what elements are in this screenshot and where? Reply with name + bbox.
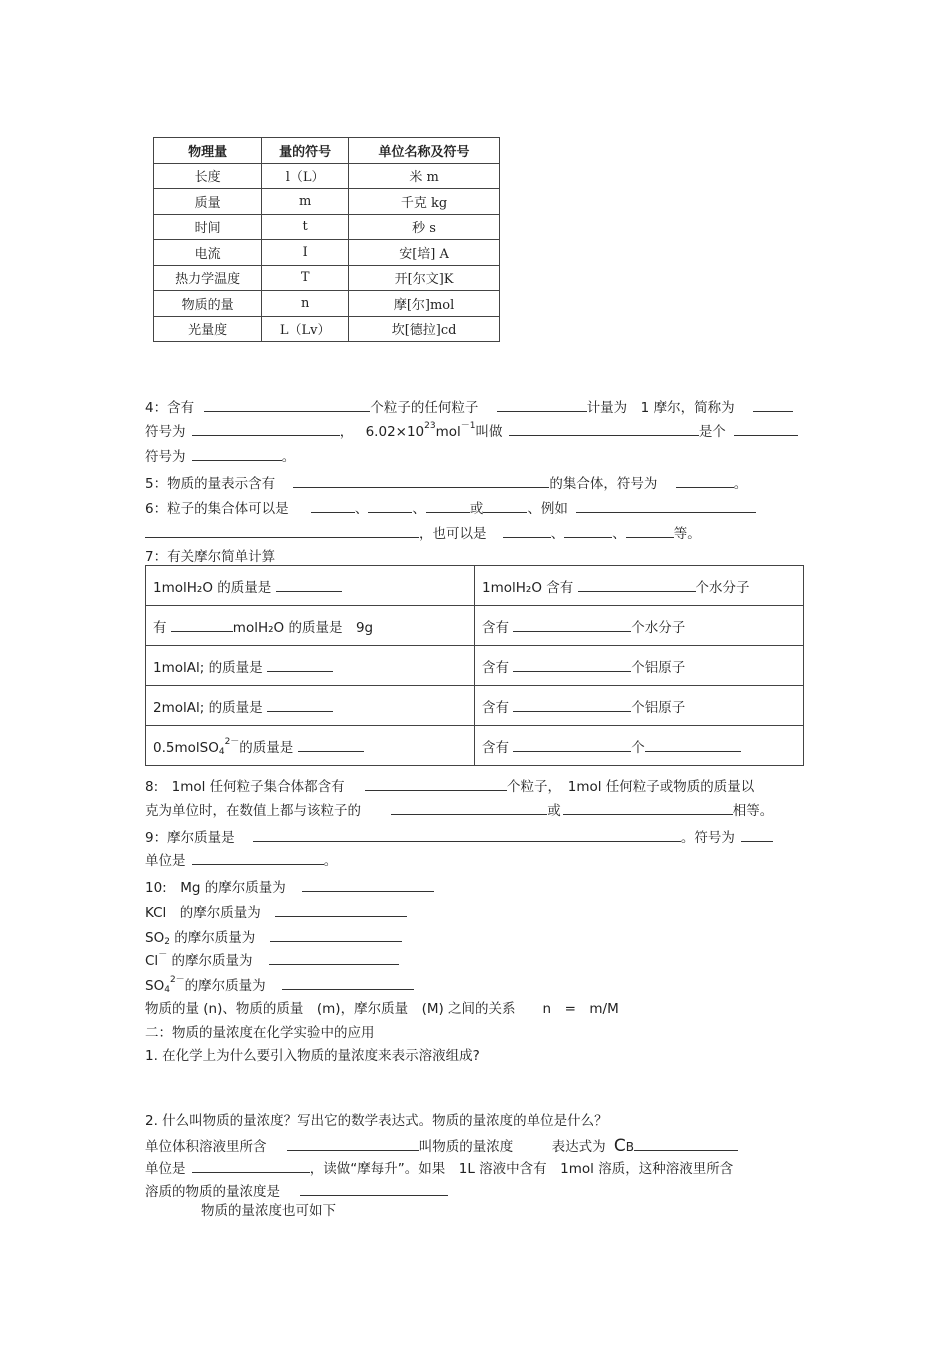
section2-title: 二：物质的量浓度在化学实验中的应用 xyxy=(145,1025,375,1041)
q6-sep-3: 、 xyxy=(550,526,565,542)
q5-end: 。 xyxy=(733,476,748,492)
units-cell: 千克 kg xyxy=(349,189,500,215)
q4-blank-4[interactable] xyxy=(192,421,340,436)
q10-so4 xyxy=(145,975,414,995)
q9-line1 xyxy=(145,827,773,847)
q10-cl-text: 的摩尔质量为 xyxy=(171,953,253,969)
q10-kcl-blank[interactable] xyxy=(275,902,407,917)
q10-so2-text: 的摩尔质量为 xyxy=(174,930,256,946)
section2-line2 xyxy=(145,1158,733,1178)
q4-end: 。 xyxy=(281,449,296,465)
q10-cl xyxy=(145,950,399,970)
q4-blank-7[interactable] xyxy=(192,446,282,461)
units-header-cell: 量的符号 xyxy=(262,138,349,164)
q8-blank-1[interactable] xyxy=(365,776,507,791)
avogadro-unit-exp: －1 xyxy=(460,421,476,431)
q5-text-a: 5：物质的量表示含有 xyxy=(145,476,276,492)
q4-text-f: 叫做 xyxy=(475,424,503,440)
q8-line1 xyxy=(145,776,754,796)
q6-sep-2: 、 xyxy=(412,501,426,517)
units-row xyxy=(154,316,500,342)
units-cell: 摩[尔]mol xyxy=(349,291,500,317)
avogadro-unit: mol xyxy=(435,424,461,440)
units-row xyxy=(154,189,500,215)
units-cell: T xyxy=(262,265,349,291)
calc-text: 0.5molSO xyxy=(153,739,219,756)
calc-blank[interactable] xyxy=(276,577,342,592)
q6-or: 或 xyxy=(469,501,484,517)
units-cell: 坎[德拉]cd xyxy=(349,316,500,342)
q9-line2 xyxy=(145,850,337,870)
units-row xyxy=(154,240,500,266)
calc-text: 含有 xyxy=(482,699,509,716)
q9-blank-3[interactable] xyxy=(192,850,324,865)
q6-line2 xyxy=(145,523,701,543)
q6-example: 、例如 xyxy=(527,501,568,517)
q4-text-b: 个粒子的任何粒子 xyxy=(370,400,479,416)
cb-base: C xyxy=(613,1136,626,1156)
units-cell: m xyxy=(262,189,349,215)
units-table xyxy=(153,137,500,342)
calc-cell xyxy=(146,686,475,726)
s2-text-l2a: 单位是 xyxy=(145,1161,186,1177)
calc-text: 个铝原子 xyxy=(631,699,686,716)
units-cell: 安[培] A xyxy=(349,240,500,266)
q9-end: 。 xyxy=(323,853,338,869)
units-header-cell: 单位名称及符号 xyxy=(349,138,500,164)
q4-blank-3[interactable] xyxy=(753,397,793,412)
q9-text-a: 9：摩尔质量是 xyxy=(145,830,235,846)
units-cell: 物质的量 xyxy=(154,291,262,317)
q8-text-c: 克为单位时，在数值上都与该粒子的 xyxy=(145,803,361,819)
calc-text: 1molH₂O 的质量是 xyxy=(153,579,272,596)
units-row xyxy=(154,265,500,291)
cl-superscript: － xyxy=(158,950,168,960)
q4-text-a: 4：含有 xyxy=(145,400,195,416)
q5-text-b: 的集合体，符号为 xyxy=(549,476,658,492)
calc-text: 含有 xyxy=(482,739,509,756)
q4-blank-2[interactable] xyxy=(497,397,587,412)
q6-text-b: ，也可以是 xyxy=(419,526,487,542)
calc-blank[interactable] xyxy=(513,617,631,632)
q5-line xyxy=(145,473,747,493)
q10-mg-blank[interactable] xyxy=(302,877,434,892)
q8-blank-2[interactable] xyxy=(391,800,547,815)
section2-q1: 1. 在化学上为什么要引入物质的量浓度来表示溶液组成? xyxy=(145,1048,480,1064)
avogadro-constant xyxy=(365,421,476,440)
s2-text-l1b: 叫物质的量浓度 xyxy=(418,1139,514,1155)
calc-row xyxy=(146,686,804,726)
calc-text: 个 xyxy=(631,739,645,756)
calc-row xyxy=(146,566,804,606)
units-table-body xyxy=(154,138,500,342)
q6-line1 xyxy=(145,498,756,518)
q8-text-b: 个粒子， 1mol 任何粒子或物质的质量以 xyxy=(506,779,755,795)
q6-blank-2[interactable] xyxy=(368,498,412,513)
section2-q2: 2. 什么叫物质的量浓度？写出它的数学表达式。物质的量浓度的单位是什么？ xyxy=(145,1113,608,1129)
units-header-cell: 物理量 xyxy=(154,138,262,164)
units-cell: I xyxy=(262,240,349,266)
q10-mg-text: 10: Mg 的摩尔质量为 xyxy=(145,880,286,896)
q6-blank-6[interactable] xyxy=(145,523,419,538)
q6-blank-8[interactable] xyxy=(564,523,612,538)
units-header-row xyxy=(154,138,500,164)
units-cell: 热力学温度 xyxy=(154,265,262,291)
q6-blank-1[interactable] xyxy=(311,498,355,513)
q6-blank-7[interactable] xyxy=(503,523,551,538)
calc-text: 含有 xyxy=(482,659,509,676)
calc-row xyxy=(146,606,804,646)
s2-blank-3[interactable] xyxy=(192,1158,310,1173)
q10-mg xyxy=(145,877,434,897)
so4-base: SO xyxy=(145,978,165,994)
q4-blank-5[interactable] xyxy=(509,421,699,436)
calc-subscript: 4 xyxy=(218,746,225,757)
calc-table xyxy=(145,565,804,766)
calc-text: 含有 xyxy=(482,619,509,636)
s2-text-l2b: ，读做“摩每升”。如果 1L 溶液中含有 1mol 溶质，这种溶液里所含 xyxy=(309,1161,734,1177)
calc-cell xyxy=(475,726,804,766)
cb-subscript: B xyxy=(625,1140,634,1154)
calc-blank[interactable] xyxy=(578,577,696,592)
q4-text-c: 计量为 1 摩尔，简称为 xyxy=(586,400,735,416)
units-cell: n xyxy=(262,291,349,317)
q10-so4-blank[interactable] xyxy=(282,975,414,990)
calc-cell xyxy=(146,726,475,766)
q6-end: 等。 xyxy=(673,526,701,542)
calc-text: 1molH₂O 含有 xyxy=(482,579,574,596)
q10-kcl-text: KCl 的摩尔质量为 xyxy=(145,905,261,921)
calc-blank[interactable] xyxy=(513,657,631,672)
q5-blank-1[interactable] xyxy=(293,473,549,488)
calc-cell xyxy=(475,606,804,646)
avogadro-exp: 23 xyxy=(424,421,436,431)
units-cell: 时间 xyxy=(154,214,262,240)
s2-text-l3a: 溶质的物质的量浓度是 xyxy=(145,1184,280,1200)
q10-relation: 物质的量 (n)、物质的质量 (m)，摩尔质量 (M) 之间的关系 n = m/M xyxy=(145,1001,619,1017)
q4-line2 xyxy=(145,421,798,441)
q9-blank-2[interactable] xyxy=(741,827,773,842)
q10-cl-blank[interactable] xyxy=(269,950,399,965)
q6-blank-3[interactable] xyxy=(426,498,470,513)
calc-row xyxy=(146,646,804,686)
calc-text: molH₂O 的质量是 9g xyxy=(232,619,374,636)
q6-blank-9[interactable] xyxy=(626,523,674,538)
calc-cell xyxy=(146,566,475,606)
q10-kcl xyxy=(145,902,407,922)
units-row xyxy=(154,291,500,317)
q8-end: 相等。 xyxy=(732,803,774,819)
calc-text: 个水分子 xyxy=(631,619,686,636)
calc-blank[interactable] xyxy=(267,697,333,712)
q7-title: 7：有关摩尔简单计算 xyxy=(145,549,276,565)
so2-base: SO xyxy=(145,930,165,946)
units-cell: 质量 xyxy=(154,189,262,215)
so4-superscript: 2－ xyxy=(169,975,185,985)
units-cell: 开[尔文]K xyxy=(349,265,500,291)
q10-so4-text: 的摩尔质量为 xyxy=(184,978,266,994)
s2-text-l1c: 表达式为 xyxy=(551,1139,606,1155)
q4-blank-1[interactable] xyxy=(204,397,370,412)
q10-so2-blank[interactable] xyxy=(270,927,402,942)
calc-blank[interactable] xyxy=(298,737,364,752)
calc-cell xyxy=(475,686,804,726)
units-cell: 米 m xyxy=(349,163,500,189)
units-row xyxy=(154,214,500,240)
q4-text-d: 符号为 xyxy=(145,424,186,440)
calc-text: 2molAl; 的质量是 xyxy=(153,699,263,716)
s2-blank-1[interactable] xyxy=(287,1136,419,1151)
section2-line1 xyxy=(145,1136,738,1156)
calc-cell xyxy=(146,606,475,646)
section2-line3 xyxy=(145,1181,448,1201)
units-cell: t xyxy=(262,214,349,240)
calc-row xyxy=(146,726,804,766)
units-cell: 电流 xyxy=(154,240,262,266)
q9-text-c: 单位是 xyxy=(145,853,186,869)
q6-blank-4[interactable] xyxy=(483,498,527,513)
so2-subscript: 2 xyxy=(164,937,170,947)
cl-base: Cl xyxy=(145,953,159,969)
calc-blank[interactable] xyxy=(171,617,233,632)
calc-blank[interactable] xyxy=(645,737,741,752)
calc-cell xyxy=(475,566,804,606)
calc-text: 的质量是 xyxy=(239,739,294,756)
calc-text: 有 xyxy=(153,619,167,636)
section2-line4: 物质的量浓度也可如下 xyxy=(201,1203,336,1219)
q6-sep-1: 、 xyxy=(354,501,369,517)
s2-blank-4[interactable] xyxy=(300,1181,448,1196)
calc-text: 1molAl; 的质量是 xyxy=(153,659,263,676)
q4-line3 xyxy=(145,446,295,466)
q6-text-a: 6：粒子的集合体可以是 xyxy=(145,501,289,517)
units-cell: 长度 xyxy=(154,163,262,189)
s2-text-l1a: 单位体积溶液里所含 xyxy=(145,1139,267,1155)
q8-or: 或 xyxy=(547,803,561,819)
q9-blank-1[interactable] xyxy=(253,827,681,842)
calc-text: 个铝原子 xyxy=(631,659,686,676)
s2-blank-2[interactable] xyxy=(634,1136,738,1151)
units-cell: l（L） xyxy=(262,163,349,189)
q4-text-e: ， xyxy=(339,424,354,440)
q6-sep-4: 、 xyxy=(612,526,626,542)
q10-so2 xyxy=(145,927,402,947)
units-row xyxy=(154,163,500,189)
so4-subscript: 4 xyxy=(164,985,170,995)
q8-text-a: 8: 1mol 任何粒子集合体都含有 xyxy=(145,779,345,795)
calc-cell xyxy=(146,646,475,686)
q9-text-b: 。符号为 xyxy=(680,830,735,846)
units-cell: 光量度 xyxy=(154,316,262,342)
calc-blank[interactable] xyxy=(267,657,333,672)
units-cell: L（Lv） xyxy=(262,316,349,342)
q5-blank-2[interactable] xyxy=(676,473,734,488)
q4-text-g: 是个 xyxy=(698,424,726,440)
calc-text: 个水分子 xyxy=(695,579,750,596)
calc-cell xyxy=(475,646,804,686)
calc-blank[interactable] xyxy=(513,697,631,712)
units-cell: 秒 s xyxy=(349,214,500,240)
calc-blank[interactable] xyxy=(513,737,631,752)
calc-superscript: 2－ xyxy=(224,736,240,747)
cb-symbol xyxy=(614,1136,634,1156)
q8-line2 xyxy=(145,800,773,820)
avogadro-base: 6.02×10 xyxy=(365,424,425,440)
q4-text-h: 符号为 xyxy=(145,449,186,465)
q4-blank-6[interactable] xyxy=(734,421,798,436)
q4-line1 xyxy=(145,397,793,417)
q8-blank-3[interactable] xyxy=(563,800,733,815)
q6-blank-5[interactable] xyxy=(576,498,756,513)
